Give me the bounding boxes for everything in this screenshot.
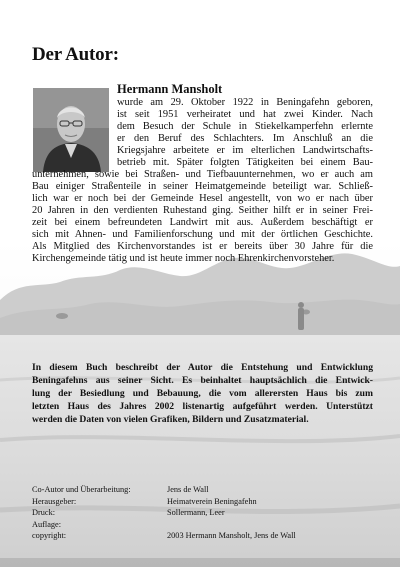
summary-line: lung der Besiedlung und Bebauung, die vom allerersten Haus bis zum <box>32 388 373 399</box>
credit-value: 2003 Hermann Mansholt, Jens de Wall <box>167 531 296 540</box>
bio-line: Kirchengemeinde tätig und ist heute immer noch Ehrenkirchenvorsteher. <box>32 253 335 264</box>
credit-label: copyright: <box>32 531 67 540</box>
summary-line: Beningafehns aus seiner Sicht. Es beinhaltet hauptsächlich die Entwick- <box>32 375 373 386</box>
bio-line: lich war er noch bei der Gemeinde Hesel angestellt, von wo er nach über <box>32 193 373 204</box>
summary-line: In diesem Buch beschreibt der Autor die Entstehung und Entwicklung <box>32 362 373 373</box>
bio-line: Bau einiger Straßenteile in seiner Heimatgemeinde beteiligt war. Schließ- <box>32 181 373 192</box>
credit-label: Druck: <box>32 508 56 517</box>
credit-row <box>32 484 372 496</box>
bio-line: dem Besuch der Schule in Stiekelkamperfehn erlernte <box>117 121 373 132</box>
credit-label: Herausgeber: <box>32 496 77 506</box>
credit-row <box>32 519 372 531</box>
author-portrait <box>33 88 109 172</box>
credit-row <box>32 507 372 519</box>
bio-line: Als Mitglied des Kirchenvorstandes ist er bereits über 30 Jahre für die <box>32 241 373 252</box>
bio-line: er den Beruf des Schlachters. Im Anschluß an die <box>117 133 373 144</box>
bio-line: Kriegsjahre arbeitete er im elterlichen Landwirtschafts- <box>117 145 373 156</box>
summary-line: werden die Daten von vielen Grafiken, Bildern und Zusatzmaterial. <box>32 414 309 425</box>
credit-label: Auflage: <box>32 519 62 529</box>
bio-line: betrieb mit. Später folgten Tätigkeiten bei einem Bau- <box>117 157 373 168</box>
credit-label: Co-Autor und Überarbeitung: <box>32 485 131 494</box>
bio-line: wurde am 29. Oktober 1922 in Beningafehn geboren, <box>117 97 373 108</box>
credit-value: Sollermann, Leer <box>167 508 225 517</box>
bio-line: sich mit Ahnen- und Familienforschung und mit der örtlichen Geschichte. <box>32 229 373 240</box>
credit-value: Jens de Wall <box>167 485 209 494</box>
author-name: Hermann Mansholt <box>117 82 223 96</box>
summary-line: letzten Haus des Jahres 2002 listenartig aufgeführt werden. Unterstützt <box>32 401 373 412</box>
credit-value: Heimatverein Beningafehn <box>167 496 257 506</box>
credit-row <box>32 496 372 508</box>
bio-line: 20 Jahren in den verdienten Ruhestand ging. Seither hilft er in seiner Frei- <box>32 205 373 216</box>
section-heading: Der Autor: <box>32 44 119 65</box>
credit-row <box>32 530 372 542</box>
bio-line: zeit bei einem befreundeten Landwirt mit aus. Außerdem beschäftigt er <box>32 217 373 228</box>
bio-line: unternehmen, sowie bei Straßen- und Tiefbauunternehmen, wo er auch am <box>32 169 373 180</box>
bio-line: ist seit 1951 verheiratet und hat zwei Kinder. Nach <box>117 109 373 120</box>
credits-block <box>32 484 372 542</box>
